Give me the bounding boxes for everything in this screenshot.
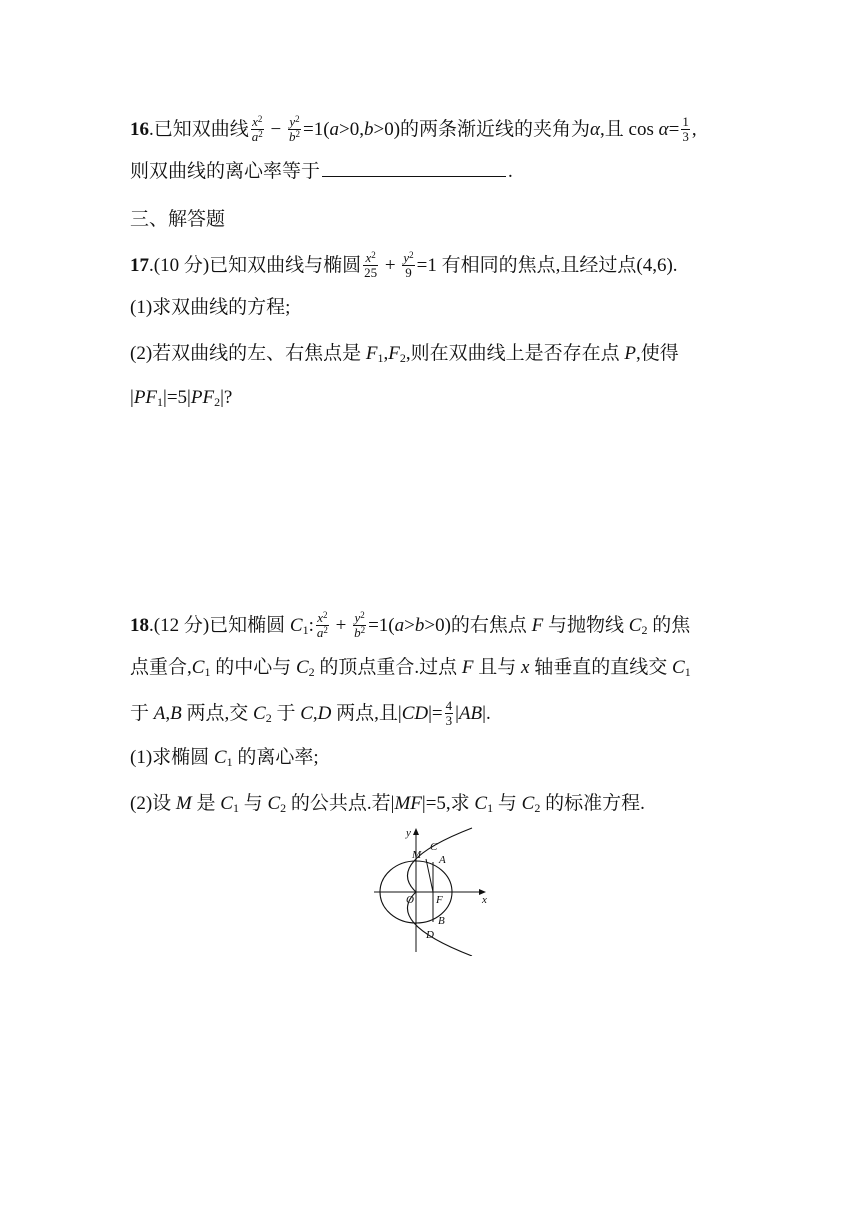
q16-line2: 则双曲线的离心率等于 .: [130, 161, 513, 182]
label-y: y: [406, 827, 411, 839]
q18-line2: 点重合$,C_1$ 的中心与 $C_2$ 的顶点重合.过点 F 且与 x 轴垂直的直线交 $C_1$: [130, 657, 691, 679]
q16-line2-text: 则双曲线的离心率等于: [130, 161, 321, 182]
q17-line1: 17.(10 分)已知双曲线与椭圆 $\frac{x^2}{25}$ + $\frac{y^2}{9}$ =1 有相同的焦点,且经过点(4,6).: [130, 250, 678, 280]
label-o: O: [406, 894, 414, 906]
ellipse-parabola-figure: [370, 826, 500, 956]
q16-line1: 16.已知双曲线 $\frac{x^2}{a^2}$ − $\frac{y^2}{b^2}$ =1(a>0,b>0)的两条渐近线的夹角为α,且 cos α= $\frac{1}{3}$ ,: [130, 114, 697, 144]
q16-frac-x2-a2: $\frac{x^2}{a^2}$: [251, 114, 263, 144]
answer-blank[interactable]: [322, 160, 506, 177]
q17-part2-line2: $|PF_1|=5|PF_2|$?: [130, 387, 233, 409]
label-c: C: [430, 841, 438, 853]
q18-line3: 于 A,B 两点,交 $C_2$ 于 C,D 两点,且|CD|= $\frac{4}{3}$ |AB|.: [130, 698, 491, 728]
q18-frac-y2-b2: $\frac{y^2}{b^2}$: [354, 610, 366, 640]
q16-frac-1-3: $\frac{1}{3}$: [682, 114, 689, 144]
q18-frac-x2-a2: $\frac{x^2}{a^2}$: [316, 610, 328, 640]
q16-intro: .已知双曲线: [149, 118, 249, 140]
label-d: D: [426, 929, 434, 941]
q17-part2-line1: (2)若双曲线的左、右焦点是 $F_1,F_2$,则在双曲线上是否存在点 P,使得: [130, 343, 679, 365]
q16-number: 16: [130, 118, 149, 140]
q17-frac-y2-9: $\frac{y^2}{9}$: [403, 250, 414, 280]
y-axis-arrow-icon: [413, 828, 419, 835]
label-a: A: [439, 854, 446, 866]
q18-line1: 18.(12 分)已知椭圆 $C_1$: $\frac{x^2}{a^2}$ + $\frac{y^2}{b^2}$ =1(a>b>0)的右焦点 F 与抛物线 $C_2$ 的焦: [130, 610, 691, 640]
label-b: B: [438, 915, 445, 927]
label-f: F: [436, 894, 443, 906]
q18-frac-4-3: $\frac{4}{3}$: [445, 698, 453, 728]
q16-frac-y2-b2: $\frac{y^2}{b^2}$: [288, 114, 300, 144]
label-x: x: [482, 894, 487, 906]
q18-part1: (1)求椭圆 $C_1$ 的离心率;: [130, 747, 319, 769]
section-heading: 三、解答题: [130, 208, 226, 230]
q17-part1: (1)求双曲线的方程;: [130, 297, 291, 318]
q17-number: 17: [130, 254, 149, 276]
q18-part2: (2)设 M 是 $C_1$ 与 $C_2$ 的公共点.若|MF|=5,求 $C_1$ 与 $C_2$ 的标准方程.: [130, 793, 645, 815]
q17-frac-x2-25: $\frac{x^2}{25}$: [364, 250, 378, 280]
q18-number: 18: [130, 614, 149, 636]
label-m: M: [412, 849, 422, 861]
